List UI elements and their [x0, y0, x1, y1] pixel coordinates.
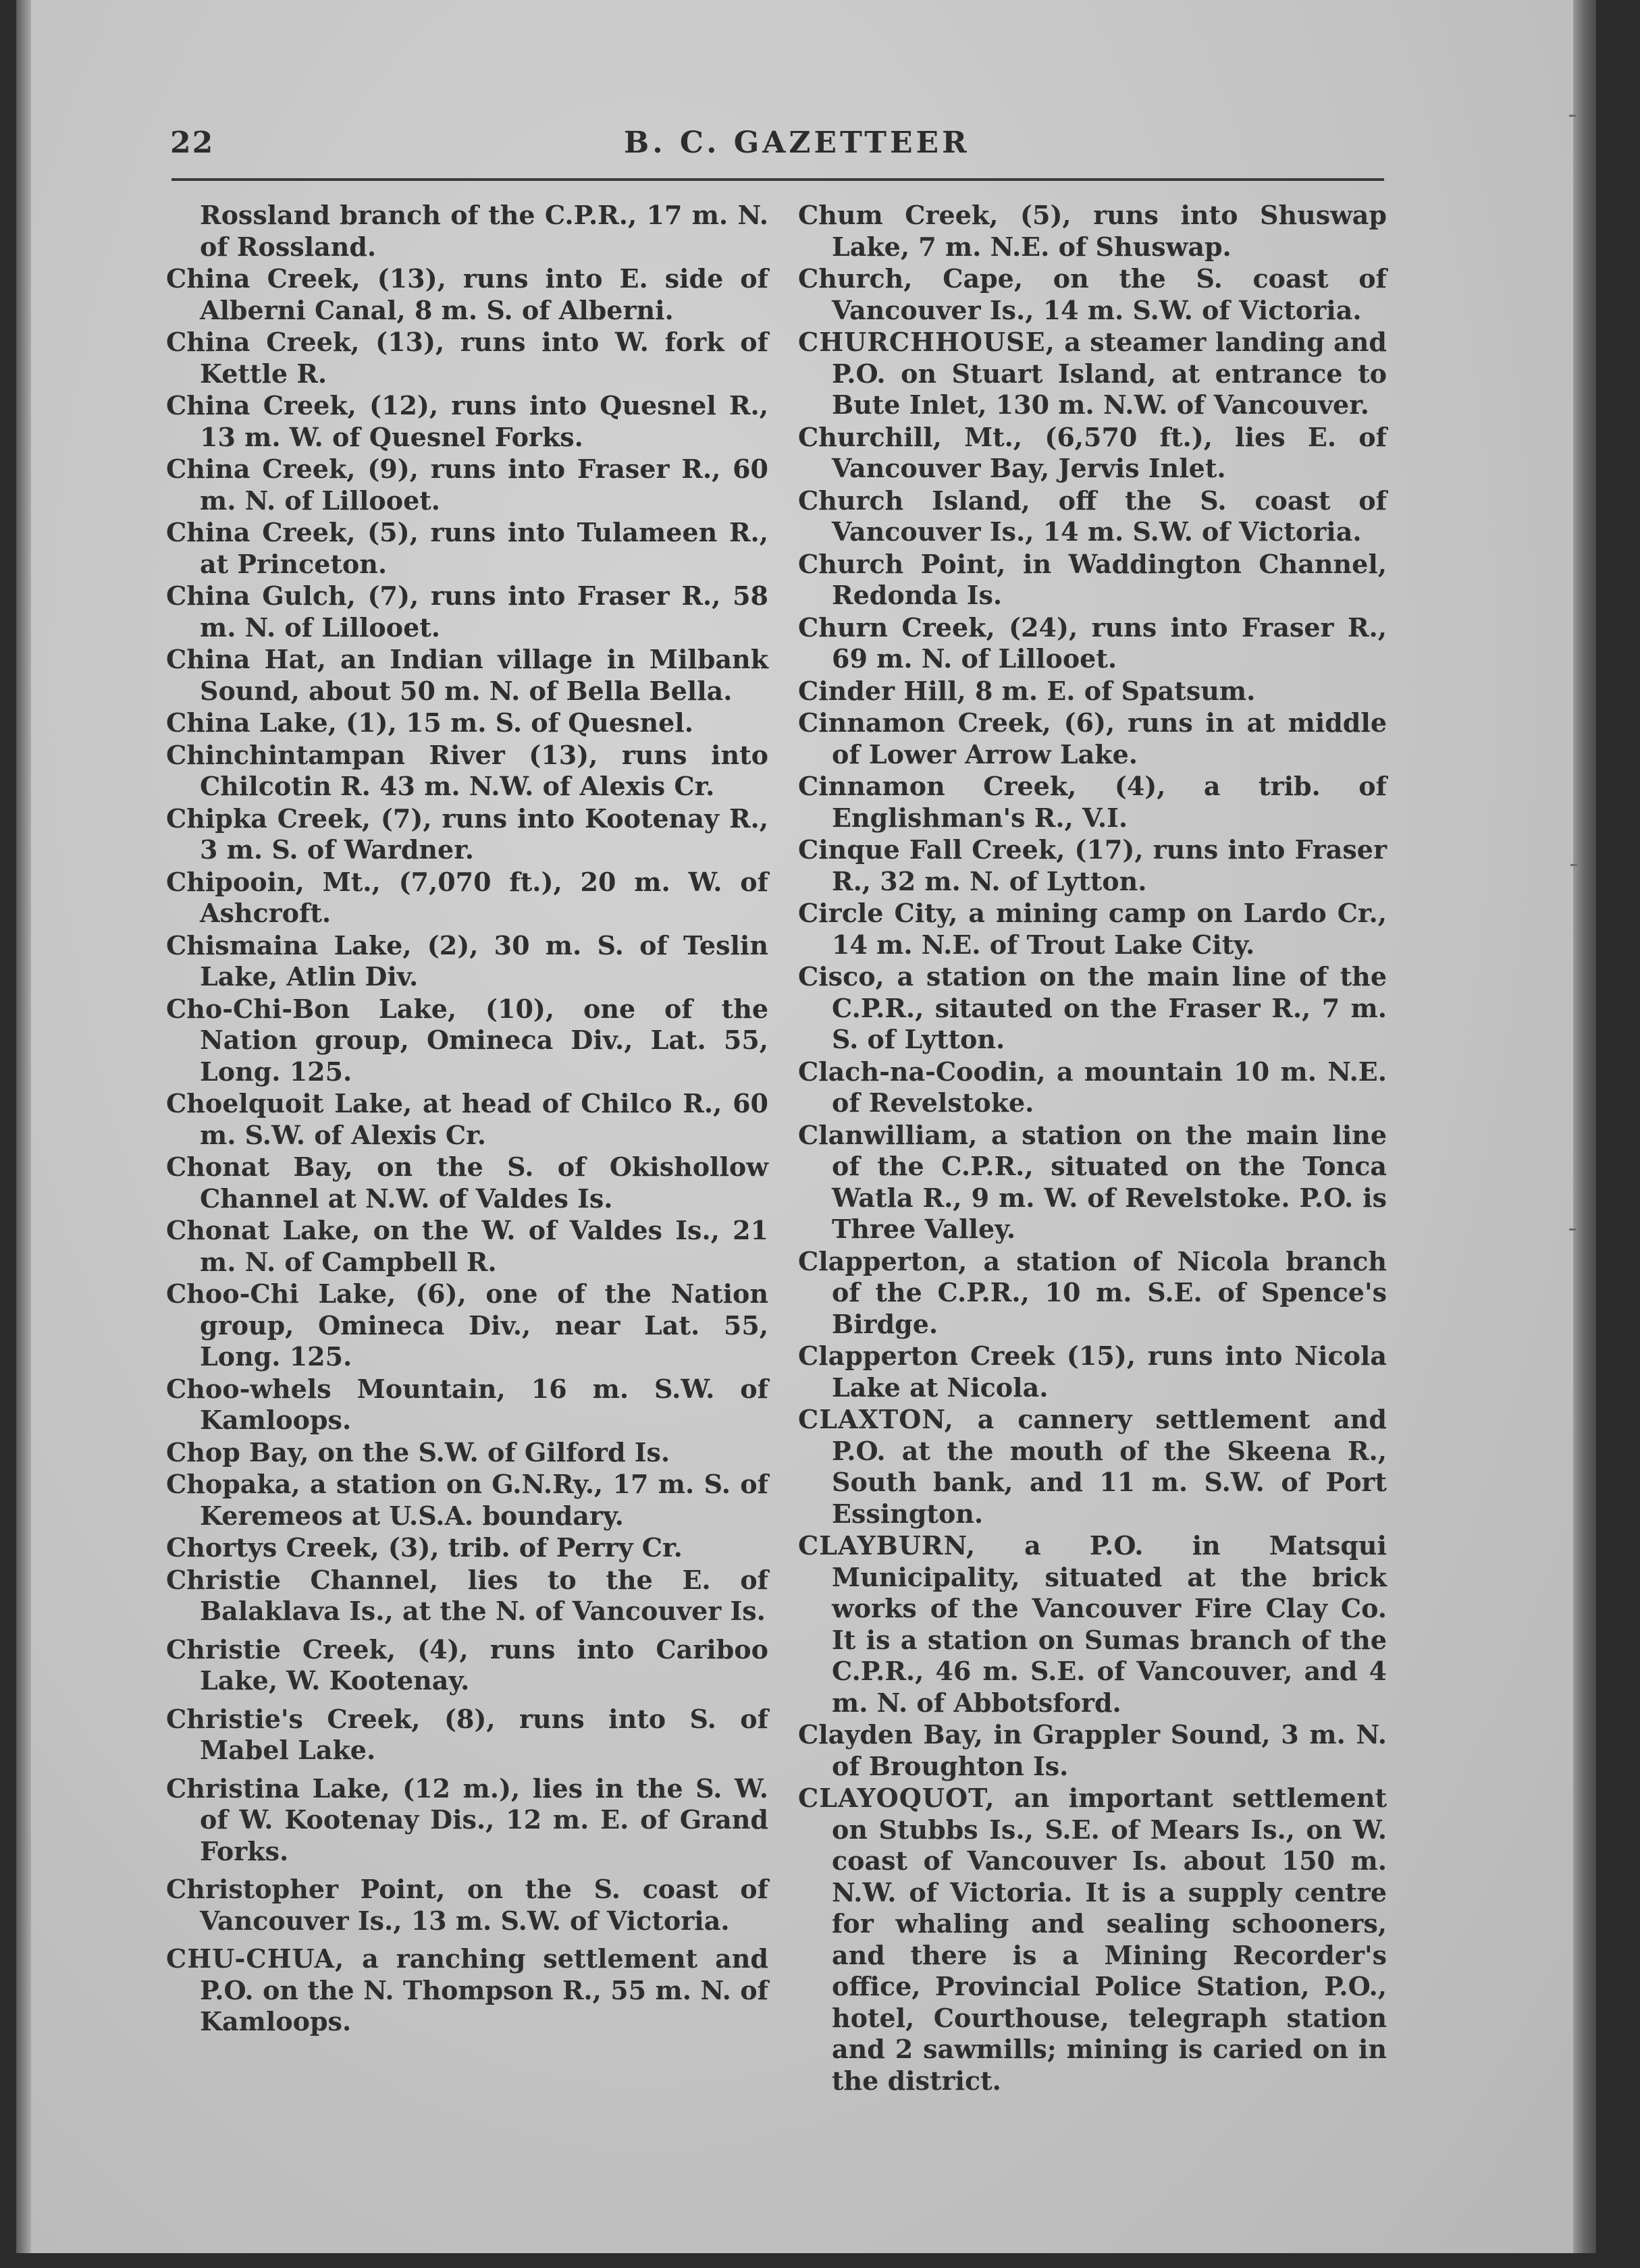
gazetteer-entry	[166, 1532, 768, 1564]
header-rule	[171, 178, 1384, 181]
gazetteer-entry	[798, 1783, 1387, 2097]
gazetteer-entry	[798, 1530, 1387, 1719]
gazetteer-entry	[166, 1704, 768, 1766]
gazetteer-entry	[166, 644, 768, 707]
entry-text: Chonat Bay, on the S. of Okishollow Channel at N.W. of Valdes Is.	[166, 1152, 768, 1214]
gazetteer-entry	[798, 707, 1387, 770]
page-number: 22	[170, 126, 215, 160]
gazetteer-entry	[798, 549, 1387, 612]
gazetteer-entry	[798, 1341, 1387, 1403]
entry-text: Church, Cape, on the S. coast of Vancouver Is., 14 m. S.W. of Victoria.	[798, 263, 1387, 325]
entry-text: Chipka Creek, (7), runs into Kootenay R., 3 m. S. of Wardner.	[166, 803, 768, 865]
gazetteer-entry	[166, 1215, 768, 1278]
gazetteer-entry	[798, 1246, 1387, 1341]
gazetteer-entry	[166, 263, 768, 326]
entry-text: China Gulch, (7), runs into Fraser R., 58 m. N. of Lillooet.	[166, 580, 768, 643]
entry-text: China Lake, (1), 15 m. S. of Quesnel.	[166, 707, 693, 738]
entry-text: China Creek, (5), runs into Tulameen R., at Princeton.	[166, 517, 768, 579]
entry-headword: CLAYBURN,	[798, 1530, 976, 1561]
gazetteer-entry	[798, 327, 1387, 421]
entry-text: China Creek, (12), runs into Quesnel R., 13 m. W. of Quesnel Forks.	[166, 390, 768, 452]
entry-text: a P.O. in Matsqui Municipality, situated at the brick works of the Vancouver Fire Clay Co. It is a station on Sumas branch of the C.P.R., 46 m. S.E. of Vancouver, and 4 m. N. of Abbotsford.	[832, 1530, 1387, 1718]
running-title: B. C. GAZETTEER	[624, 126, 970, 160]
entry-text: a cannery settlement and P.O. at the mouth of the Skeena R., South bank, and 11 m. S.W. of Port Essington.	[832, 1404, 1387, 1529]
entry-text: Chinchintampan River (13), runs into Chilcotin R. 43 m. N.W. of Alexis Cr.	[166, 739, 768, 801]
gazetteer-entry	[166, 1088, 768, 1151]
gazetteer-entry	[166, 1943, 768, 2038]
page-mark	[1569, 115, 1576, 117]
gazetteer-entry	[166, 707, 768, 739]
entry-headword: CLAYOQUOT,	[798, 1783, 995, 1813]
gazetteer-entry	[166, 327, 768, 389]
entry-text: Cisco, a station on the main line of the C.P.R., sitauted on the Fraser R., 7 m. S. of Lytton.	[798, 961, 1387, 1054]
entry-text: an important settlement on Stubbs Is., S.E. of Mears Is., on W. coast of Vancouver Is. about 150 m. N.W. of Victoria. It is a supply centre for whaling and sealing schooners, and there is a Mining Recorder's office, Provincial Police Station, P.O., hotel, Courthouse, telegraph station and 2 sawmills; mining is caried on in the district.	[832, 1783, 1387, 2096]
gazetteer-entry	[798, 771, 1387, 834]
entry-text: Choo-whels Mountain, 16 m. S.W. of Kamloops.	[166, 1373, 768, 1435]
gazetteer-entry	[798, 898, 1387, 961]
gazetteer-entry	[798, 263, 1387, 326]
entry-text: Circle City, a mining camp on Lardo Cr., 14 m. N.E. of Trout Lake City.	[798, 898, 1387, 960]
entry-text: Churn Creek, (24), runs into Fraser R., 69 m. N. of Lillooet.	[798, 612, 1387, 674]
entry-text: China Creek, (13), runs into E. side of Alberni Canal, 8 m. S. of Alberni.	[166, 263, 768, 325]
entry-text: Christie Creek, (4), runs into Cariboo Lake, W. Kootenay.	[166, 1634, 768, 1696]
entry-text: Clapperton, a station of Nicola branch of the C.P.R., 10 m. S.E. of Spence's Birdge.	[798, 1245, 1387, 1339]
entry-text: Chismaina Lake, (2), 30 m. S. of Teslin Lake, Atlin Div.	[166, 929, 768, 992]
entry-text: a steamer landing and P.O. on Stuart Island, at entrance to Bute Inlet, 130 m. N.W. of Vancouver.	[832, 327, 1387, 420]
entry-text: Church Point, in Waddington Channel, Redonda Is.	[798, 548, 1387, 610]
entry-text: Clach-na-Coodin, a mountain 10 m. N.E. of Revelstoke.	[798, 1056, 1387, 1118]
entry-text: Chum Creek, (5), runs into Shuswap Lake, 7 m. N.E. of Shuswap.	[798, 200, 1387, 262]
book-spine-edge	[1573, 0, 1596, 2253]
gazetteer-entry	[798, 612, 1387, 675]
gazetteer-entry	[798, 1056, 1387, 1119]
gazetteer-entry	[798, 422, 1387, 485]
gazetteer-entry	[166, 1469, 768, 1532]
page-left-edge-shadow	[16, 0, 31, 2253]
page-mark	[1569, 1228, 1576, 1231]
gazetteer-entry	[798, 200, 1387, 263]
gazetteer-entry	[166, 1565, 768, 1627]
entry-text: Chopaka, a station on G.N.Ry., 17 m. S. of Keremeos at U.S.A. boundary.	[166, 1469, 768, 1531]
gazetteer-entry	[166, 1374, 768, 1436]
page-mark	[1570, 864, 1577, 866]
gazetteer-entry	[798, 676, 1387, 707]
gazetteer-entry	[798, 834, 1387, 897]
gazetteer-entry	[798, 961, 1387, 1056]
entry-text: Cinque Fall Creek, (17), runs into Fraser R., 32 m. N. of Lytton.	[798, 834, 1387, 896]
gazetteer-entry	[166, 930, 768, 993]
entry-text: Clanwilliam, a station on the main line of the C.P.R., situated on the Tonca Watla R., 9 m. W. of Revelstoke. P.O. is Three Valley.	[798, 1119, 1387, 1244]
entry-text: Cinder Hill, 8 m. E. of Spatsum.	[798, 675, 1256, 706]
gazetteer-entry	[166, 454, 768, 516]
entry-text: Rossland branch of the C.P.R., 17 m. N. of Rossland.	[200, 200, 768, 262]
gazetteer-entry	[798, 485, 1387, 548]
entry-headword: CHU-CHUA,	[166, 1943, 345, 1974]
gazetteer-entry	[166, 390, 768, 453]
right-column	[798, 200, 1387, 2097]
gazetteer-entry	[166, 1773, 768, 1868]
gazetteer-entry	[166, 1152, 768, 1214]
gazetteer-entry	[798, 1404, 1387, 1530]
entry-text: China Creek, (9), runs into Fraser R., 60 m. N. of Lillooet.	[166, 454, 768, 516]
gazetteer-entry	[798, 1719, 1387, 1782]
entry-headword: CLAXTON,	[798, 1404, 954, 1434]
entry-text: Christie Channel, lies to the E. of Balaklava Is., at the N. of Vancouver Is.	[166, 1564, 768, 1626]
entry-text: Choelquoit Lake, at head of Chilco R., 60 m. S.W. of Alexis Cr.	[166, 1088, 768, 1150]
gazetteer-entry	[166, 1437, 768, 1469]
entry-text: Clayden Bay, in Grappler Sound, 3 m. N. of Broughton Is.	[798, 1719, 1387, 1781]
entry-text: Churchill, Mt., (6,570 ft.), lies E. of Vancouver Bay, Jervis Inlet.	[798, 421, 1387, 483]
entry-text: Christie's Creek, (8), runs into S. of Mabel Lake.	[166, 1703, 768, 1765]
entry-text: Chipooin, Mt., (7,070 ft.), 20 m. W. of Ashcroft.	[166, 866, 768, 928]
entry-text: Chop Bay, on the S.W. of Gilford Is.	[166, 1436, 670, 1467]
entry-text: Cinnamon Creek, (4), a trib. of Englishman's R., V.I.	[798, 771, 1387, 833]
entry-text: Choo-Chi Lake, (6), one of the Nation group, Omineca Div., near Lat. 55, Long. 125.	[166, 1278, 768, 1372]
gazetteer-entry	[166, 740, 768, 803]
gazetteer-entry	[166, 200, 768, 263]
entry-text: China Hat, an Indian village in Milbank Sound, about 50 m. N. of Bella Bella.	[166, 644, 768, 706]
entry-text: Christina Lake, (12 m.), lies in the S. W. of W. Kootenay Dis., 12 m. E. of Grand Forks.	[166, 1773, 768, 1866]
entry-text: China Creek, (13), runs into W. fork of Kettle R.	[166, 327, 768, 389]
gazetteer-entry	[166, 580, 768, 643]
entry-text: Clapperton Creek (15), runs into Nicola Lake at Nicola.	[798, 1341, 1387, 1403]
left-column	[166, 200, 768, 2039]
entry-text: Cinnamon Creek, (6), runs in at middle of Lower Arrow Lake.	[798, 707, 1387, 770]
entry-text: Cho-Chi-Bon Lake, (10), one of the Nation group, Omineca Div., Lat. 55, Long. 125.	[166, 993, 768, 1087]
book-page	[16, 0, 1596, 2253]
gazetteer-entry	[166, 1634, 768, 1697]
entry-text: Chortys Creek, (3), trib. of Perry Cr.	[166, 1532, 683, 1563]
entry-text: Chonat Lake, on the W. of Valdes Is., 21 m. N. of Campbell R.	[166, 1215, 768, 1277]
gazetteer-entry	[166, 517, 768, 580]
gazetteer-entry	[166, 1874, 768, 1937]
gazetteer-entry	[166, 994, 768, 1088]
entry-text: Christopher Point, on the S. coast of Vancouver Is., 13 m. S.W. of Victoria.	[166, 1874, 768, 1936]
gazetteer-entry	[166, 1278, 768, 1373]
gazetteer-entry	[798, 1120, 1387, 1245]
entry-text: a ranching settlement and P.O. on the N. Thompson R., 55 m. N. of Kamloops.	[200, 1943, 768, 2036]
entry-headword: CHURCHHOUSE,	[798, 327, 1055, 357]
gazetteer-entry	[166, 867, 768, 929]
entry-text: Church Island, off the S. coast of Vancouver Is., 14 m. S.W. of Victoria.	[798, 485, 1387, 547]
gazetteer-entry	[166, 803, 768, 866]
